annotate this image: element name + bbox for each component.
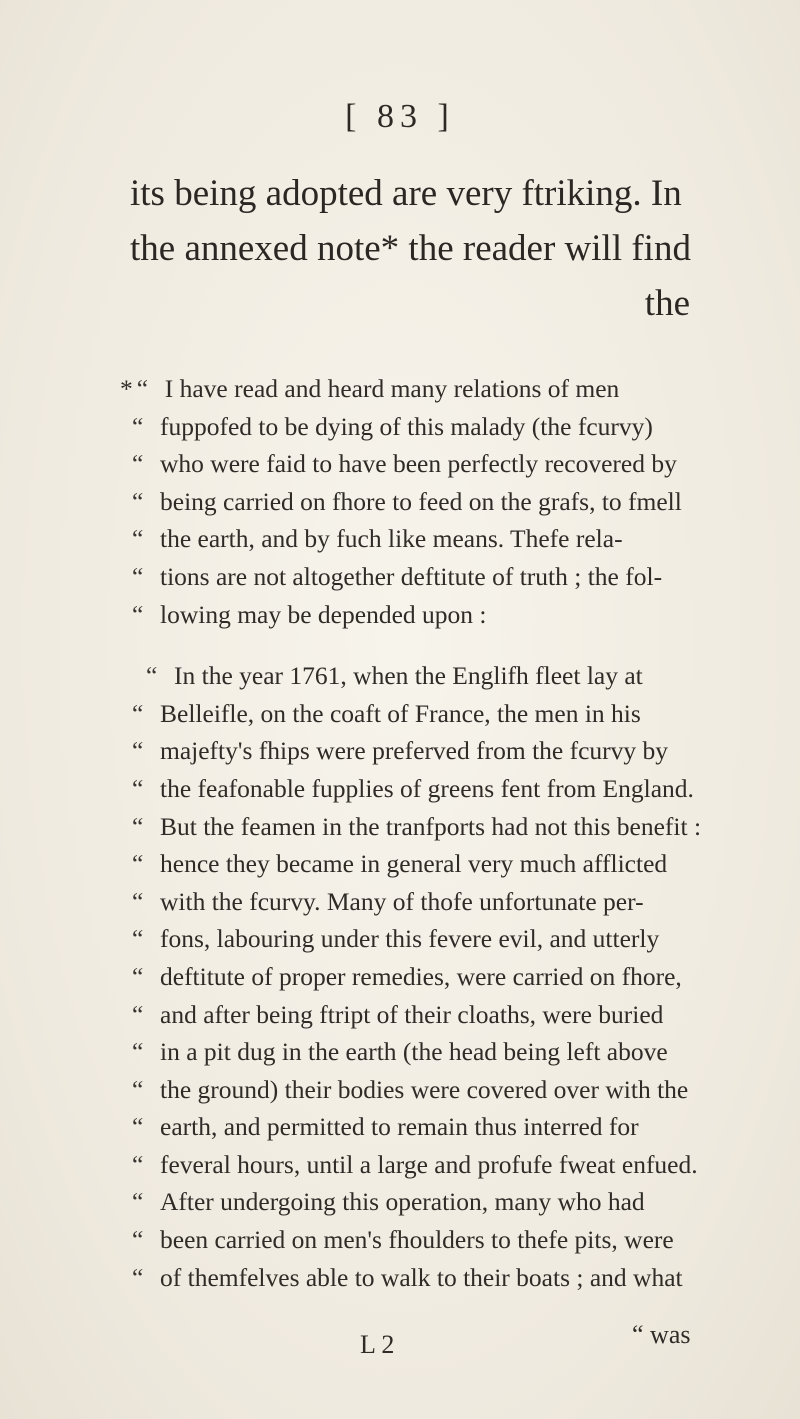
quote-mark: “: [132, 486, 144, 516]
note-line: [132, 1146, 702, 1184]
main-text: [130, 166, 696, 331]
quote-mark: “: [132, 524, 144, 554]
note-line: [132, 1108, 702, 1146]
quote-mark: “: [132, 449, 144, 479]
note-text: lowing may be depended upon :: [160, 599, 487, 629]
footnote-star: *: [120, 374, 133, 403]
note-text: earth, and permitted to remain thus interred for: [160, 1112, 639, 1142]
note-text: I have read and heard many relations of men: [164, 374, 620, 403]
quote-mark: “: [132, 1037, 144, 1067]
note-text: been carried on men's fhoulders to thefe pits, were: [160, 1225, 674, 1255]
note-line: [132, 1183, 702, 1221]
note-line: [132, 845, 702, 883]
quote-mark: “: [132, 849, 144, 879]
note-text: in a pit dug in the earth (the head being left above: [160, 1037, 668, 1067]
signature-mark: L 2: [360, 1330, 395, 1359]
quote-mark: “: [132, 1262, 144, 1292]
note-text: of themfelves able to walk to their boats ; and what: [160, 1262, 683, 1292]
quote-mark: “: [132, 1149, 144, 1179]
quote-mark: “: [132, 811, 144, 841]
note-line: [132, 996, 702, 1034]
note-line: [132, 558, 702, 596]
footnote: [120, 370, 702, 1296]
note-text: But the feamen in the tranfports had not this benefit :: [160, 811, 702, 841]
quote-mark: “: [132, 1112, 144, 1142]
note-text: the ground) their bodies were covered over with the: [160, 1074, 689, 1104]
quote-mark: “: [132, 411, 144, 441]
note-text: fons, labouring under this fevere evil, and utterly: [160, 924, 660, 954]
note-text: In the year 1761, when the Englifh fleet lay at: [174, 661, 643, 691]
quote-mark: “: [136, 374, 149, 403]
note-line: [132, 483, 702, 521]
note-text: and after being ftript of their cloaths, were buried: [160, 999, 664, 1029]
note-line: [132, 1071, 702, 1109]
quote-mark: “: [132, 886, 144, 916]
quote-mark: “: [132, 999, 144, 1029]
note-text: fuppofed to be dying of this malady (the fcurvy): [160, 411, 653, 441]
note-text: with the fcurvy. Many of thofe unfortunate per-: [160, 886, 644, 916]
note-line: [132, 596, 702, 634]
note-text: majefty's fhips were preferved from the fcurvy by: [160, 736, 669, 766]
quote-mark: “: [132, 1074, 144, 1104]
note-line: [132, 520, 702, 558]
quote-mark: “: [132, 924, 144, 954]
note-line: [132, 1033, 702, 1071]
note-text: who were faid to have been perfectly recovered by: [160, 449, 677, 479]
note-text: tions are not altogether deftitute of truth ; the fol-: [160, 561, 663, 591]
note-line: [132, 770, 702, 808]
note-line: [132, 883, 702, 921]
note-text: the earth, and by fuch like means. Thefe rela-: [160, 524, 623, 554]
note-line: [132, 1259, 702, 1297]
quote-mark: “: [146, 661, 158, 691]
quote-mark: “: [132, 599, 144, 629]
quote-mark: “: [132, 736, 144, 766]
note-line: [120, 370, 702, 408]
quote-mark: “: [132, 698, 144, 728]
note-line: [132, 732, 702, 770]
quote-mark: “: [132, 1225, 144, 1255]
main-line-2: the annexed note* the reader will find: [130, 228, 691, 269]
note-line: [132, 445, 702, 483]
catchword: “ was: [632, 1320, 691, 1349]
note-line: [132, 408, 702, 446]
main-line-3: the: [644, 283, 690, 324]
note-text: the feafonable fupplies of greens fent from England.: [160, 773, 694, 803]
note-text: After undergoing this operation, many who had: [160, 1187, 645, 1217]
note-line: [132, 695, 702, 733]
note-text: hence they became in general very much afflicted: [160, 849, 668, 879]
note-text: feveral hours, until a large and profufe fweat enfued.: [160, 1149, 698, 1179]
note-line: [132, 1221, 702, 1259]
quote-mark: “: [132, 1187, 144, 1217]
page-number-header: [ 83 ]: [345, 98, 455, 135]
note-text: deftitute of proper remedies, were carried on fhore,: [160, 961, 682, 991]
note-text: Belleifle, on the coaft of France, the men in his: [160, 698, 641, 728]
note-text: being carried on fhore to feed on the grafs, to fmell: [160, 486, 682, 516]
note-line: [132, 808, 702, 846]
note-line: [132, 920, 702, 958]
quote-mark: “: [132, 961, 144, 991]
note-line: [132, 657, 702, 695]
quote-mark: “: [132, 773, 144, 803]
quote-mark: “: [132, 561, 144, 591]
note-line: [132, 958, 702, 996]
main-line-1: its being adopted are very ftriking. In: [130, 173, 682, 214]
